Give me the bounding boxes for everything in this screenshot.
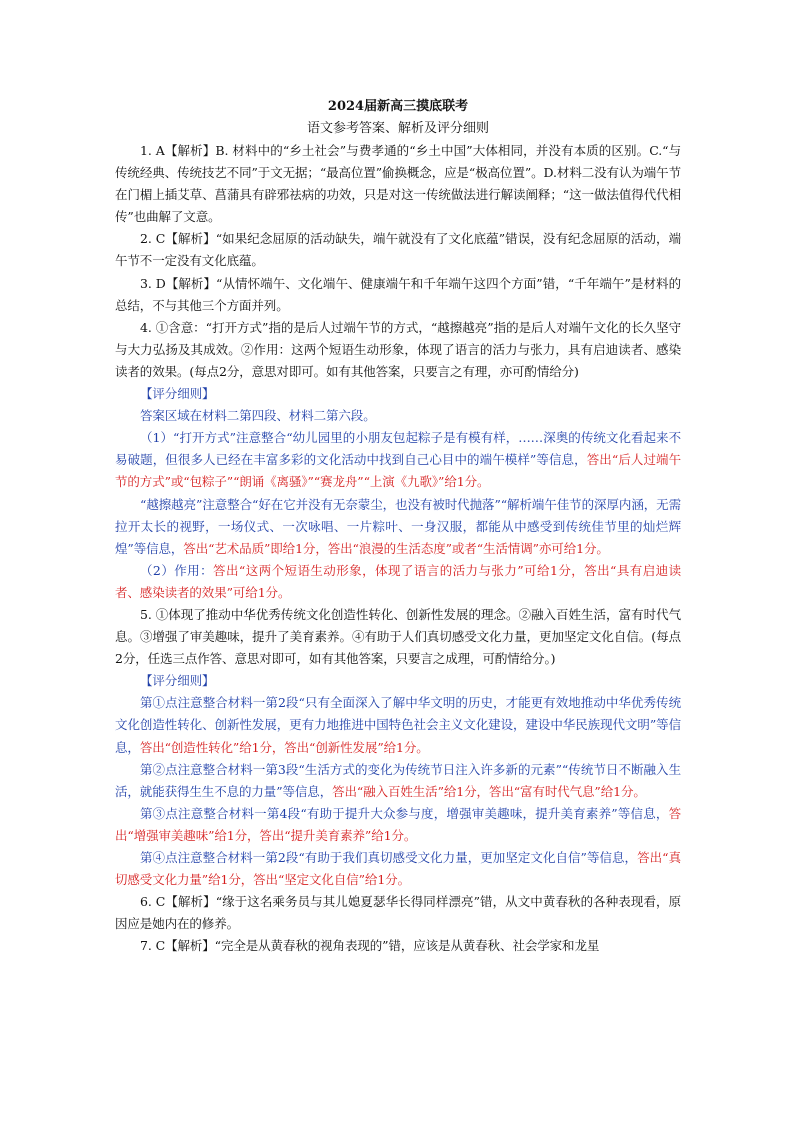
grading-label-q4: 【评分细则】 <box>140 386 215 402</box>
q5-rubric-1 <box>115 692 681 758</box>
q4-rubric-1-score: 答出“后人过端午节的方式”或“包粽子”“朗诵《离骚》”“赛龙舟”“上演《九歌》”给1分。 <box>115 452 682 490</box>
q4-rubric-3 <box>115 560 681 604</box>
document-subtitle: 语文参考答案、解析及评分细则 <box>306 121 489 136</box>
q4-rubric-2-note: “越擦越亮”注意整合“好在它并没有无奈蒙尘，也没有被时代抛落”“解析端午佳节的深厚内涵，无需拉开太长的视野，一场仪式、一次咏唱、一片粽叶、一身汉服，都能从中感受到传统佳节里的灿烂辉煌”等信息， <box>115 496 681 556</box>
q5-rubric-1-score: 答出“创造性转化”给1分，答出“创新性发展”给1分。 <box>139 739 429 755</box>
document-title: 2024届新高三摸底联考 <box>327 99 469 114</box>
q5-rubric-3 <box>115 803 681 847</box>
q5-rubric-4-score: 答出“真切感受文化力量”给1分，答出“坚定文化自信”给1分。 <box>115 850 681 888</box>
answer-q2: 2. C【解析】“如果纪念屈原的活动缺失，端午就没有了文化底蕴”错误，没有纪念屈原的活动，端午节不一定没有文化底蕴。 <box>115 231 681 269</box>
answer-q5: 5. ①体现了推动中华优秀传统文化创造性转化、创新性发展的理念。②融入百姓生活，富有时代气息。③增强了审美趣味，提升了美育素养。④有助于人们真切感受文化力量，更加坚定文化自信。(每点2分，任选三点作答、意思对即可，如有其他答案，只要言之成理，可酌情给分。) <box>115 606 681 667</box>
answer-q1: 1. A【解析】B. 材料中的“乡土社会”与费孝通的“乡土中国”大体相同，并没有本质的区别。C.“与传统经典、传统技艺不同”于文无据；“最高位置”偷换概念，应是“极高位置”。D.材料二没有认为端午节在门楣上插艾草、菖蒲具有辟邪祛病的功效，只是对这一传统做法进行解读阐释；“这一做法值得代代相传”也曲解了文意。 <box>115 143 681 225</box>
grading-label-q5: 【评分细则】 <box>140 673 215 689</box>
q4-rubric-2 <box>115 494 681 560</box>
q5-rubric-3-note: 第③点注意整合材料一第4段“有助于提升大众参与度，增强审美趣味，提升美育素养”等信息， <box>140 805 669 821</box>
answer-q7: 7. C【解析】“完全是从黄春秋的视角表现的”错，应该是从黄春秋、社会学家和龙星 <box>140 938 600 954</box>
q5-rubric-4 <box>115 847 681 891</box>
answer-document <box>115 96 681 957</box>
answer-q3: 3. D【解析】“从情怀端午、文化端午、健康端午和千年端午这四个方面”错，“千年端午”是材料的总结，不与其他三个方面并列。 <box>115 275 681 313</box>
q5-rubric-2 <box>115 759 681 803</box>
q4-rubric-3-note: （2）作用： <box>140 562 214 578</box>
q5-rubric-4-note: 第④点注意整合材料一第2段“有助于我们真切感受文化力量，更加坚定文化自信”等信息， <box>140 850 638 865</box>
q4-rubric-1 <box>115 427 681 493</box>
q5-rubric-3-score: 答出“增强审美趣味”给1分，答出“提升美育素养”给1分。 <box>115 805 681 843</box>
q4-answer-area: 答案区域在材料二第四段、材料二第六段。 <box>140 408 376 424</box>
answer-q6: 6. C【解析】“缘于这名乘务员与其儿媳夏瑟华长得同样漂亮”错，从文中黄春秋的各种表现看，原因应是她内在的修养。 <box>115 894 681 932</box>
q5-rubric-2-note: 第②点注意整合材料一第3段“生活方式的变化为传统节日注入许多新的元素”“传统节日不断融入生活，就能获得生生不息的力量”等信息， <box>115 761 681 799</box>
q5-rubric-2-score: 答出“融入百姓生活”给1分，答出“富有时代气息”给1分。 <box>332 783 646 799</box>
q5-rubric-1-note: 第①点注意整合材料一第2段“只有全面深入了解中华文明的历史，才能更有效地推动中华优秀传统文化创造性转化、创新性发展，更有力地推进中国特色社会主义文化建设，建设中华民族现代文明”等信息， <box>115 695 681 755</box>
q4-rubric-3-score: 答出“这两个短语生动形象，体现了语言的活力与张力”可给1分，答出“具有启迪读者、感染读者的效果”可给1分。 <box>115 562 682 600</box>
q4-rubric-1-note: （1）“打开方式”注意整合“幼儿园里的小朋友包起粽子是有模有样，……深奥的传统文化看起来不易破题，但很多人已经在丰富多彩的文化活动中找到自己心目中的端午模样”等信息， <box>115 430 681 468</box>
answer-q4: 4. ①含意：“打开方式”指的是后人过端午节的方式，“越擦越亮”指的是后人对端午文化的长久坚守与大力弘扬及其成效。②作用：这两个短语生动形象，体现了语言的活力与张力，具有启迪读者、感染读者的效果。(每点2分，意思对即可。如有其他答案，只要言之有理，亦可酌情给分) <box>115 319 681 379</box>
q4-rubric-2-score: 答出“艺术品质”即给1分，答出“浪漫的生活态度”或者“生活情调”亦可给1分。 <box>183 540 609 556</box>
